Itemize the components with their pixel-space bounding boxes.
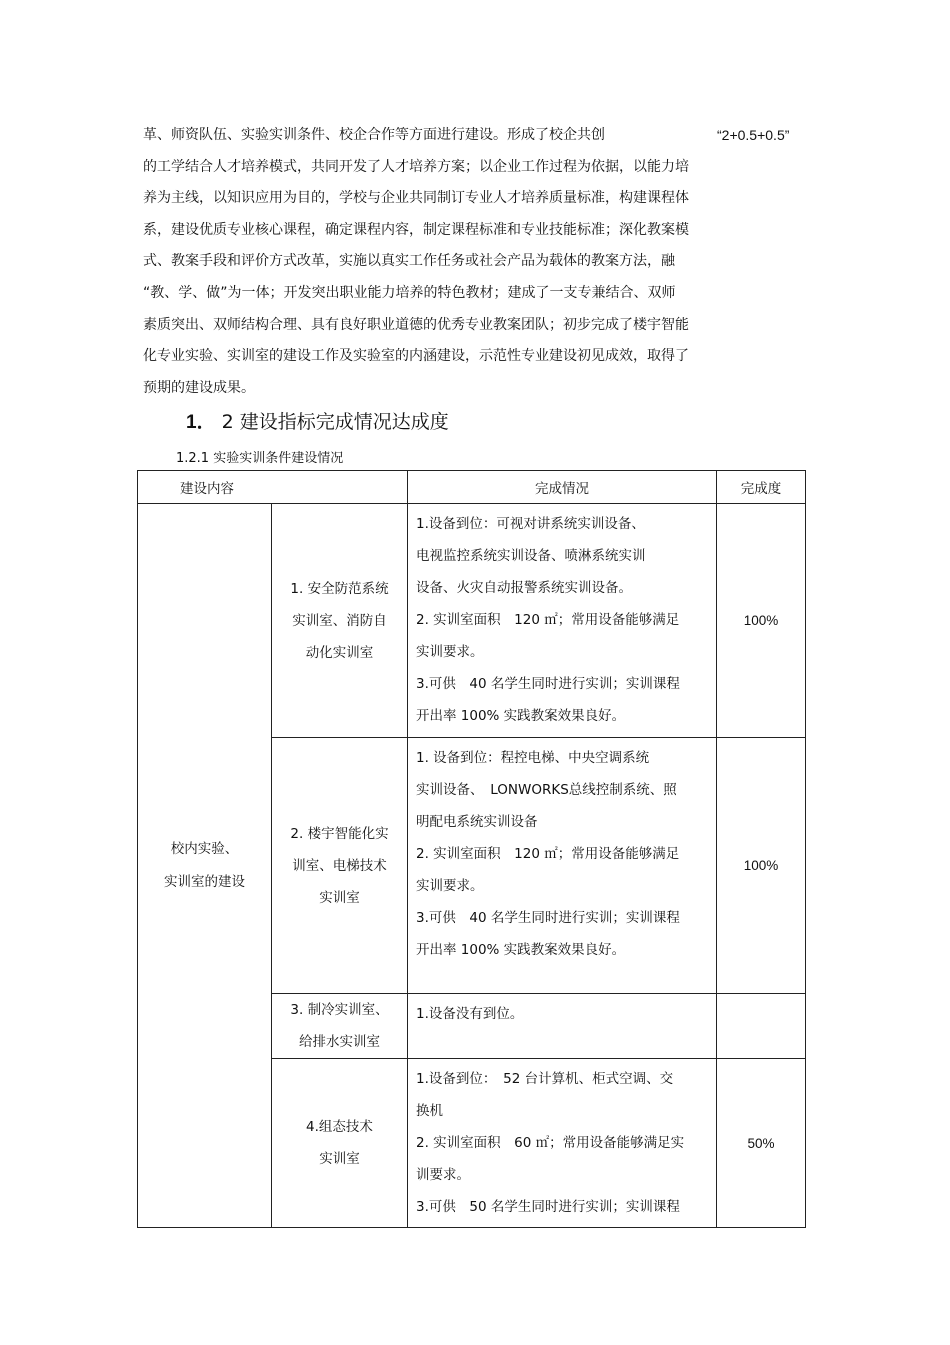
detail-line: 电视监控系统实训设备、喷淋系统实训: [416, 548, 646, 564]
room-line: 4.组态技术: [306, 1119, 373, 1135]
detail-line: 3.可供 40 名学生同时进行实训；实训课程: [416, 910, 680, 926]
header-status: 完成情况: [408, 471, 717, 504]
category-line: 校内实验、: [170, 840, 239, 857]
room-cell: [272, 994, 408, 1059]
room-line: 实训室、消防自: [292, 612, 387, 629]
table-row: [138, 504, 806, 738]
detail-cell: [408, 994, 717, 1059]
header-content: 建设内容: [138, 471, 408, 504]
detail-line: 开出率 100% 实践教案效果良好。: [416, 708, 626, 724]
detail-line: 实训设备、 LONWORKS总线控制系统、照: [416, 782, 677, 798]
room-line: 2. 楼宇智能化实: [290, 825, 389, 842]
completion-cell: 50%: [717, 1059, 806, 1228]
detail-line: 3.可供 50 名学生同时进行实训；实训课程: [416, 1199, 680, 1215]
detail-line: 实训要求。: [416, 878, 484, 894]
construction-table: [137, 470, 806, 1228]
paragraph-line: 革、师资队伍、实验实训条件、校企合作等方面进行建设。形成了校企共创: [143, 127, 605, 143]
category-cell: [138, 504, 272, 1228]
paragraph-line: 养为主线，以知识应用为目的，学校与企业共同制订专业人才培养质量标准，构建课程体: [143, 190, 689, 207]
detail-line: 1.设备到位：可视对讲系统实训设备、: [416, 516, 645, 532]
detail-cell: [408, 504, 717, 738]
paragraph-line: 的工学结合人才培养模式，共同开发了人才培养方案；以企业工作过程为依据，以能力培: [143, 158, 689, 175]
section-title: 2 建设指标完成情况达成度: [221, 411, 449, 433]
room-cell: [272, 504, 408, 738]
detail-line: 1.设备没有到位。: [416, 1006, 524, 1022]
paragraph-line: 素质突出、双师结构合理、具有良好职业道德的优秀专业教案团队；初步完成了楼宇智能: [143, 316, 689, 333]
room-cell: [272, 738, 408, 994]
paragraph-line: 化专业实验、实训室的建设工作及实验室的内涵建设，示范性专业建设初见成效，取得了: [143, 348, 689, 365]
category-line: 实训室的建设: [164, 873, 245, 890]
paragraph-line: 预期的建设成果。: [143, 379, 255, 396]
paragraph-line: 式、教案手段和评价方式改革，实施以真实工作任务或社会产品为载体的教案方法，融: [143, 253, 675, 270]
completion-cell: [717, 994, 806, 1059]
detail-line: 设备、火灾自动报警系统实训设备。: [416, 580, 632, 596]
detail-line: 2. 实训室面积 120 ㎡；常用设备能够满足: [416, 612, 680, 628]
paragraph-line: 系，建设优质专业核心课程，确定课程内容，制定课程标准和专业技能标准；深化教案模: [143, 221, 689, 238]
detail-line: 实训要求。: [416, 644, 484, 660]
detail-line: 2. 实训室面积 120 ㎡；常用设备能够满足: [416, 846, 680, 862]
detail-line: 1. 设备到位：程控电梯、中央空调系统: [416, 750, 650, 766]
header-completion: 完成度: [717, 471, 806, 504]
detail-line: 训要求。: [416, 1167, 470, 1183]
completion-cell: 100%: [717, 738, 806, 994]
room-line: 实训室: [319, 889, 360, 906]
room-line: 给排水实训室: [299, 1034, 380, 1050]
room-line: 实训室: [319, 1151, 360, 1167]
detail-line: 1.设备到位： 52 台计算机、柜式空调、交: [416, 1071, 674, 1087]
room-line: 训室、电梯技术: [292, 857, 387, 874]
detail-line: 换机: [416, 1103, 443, 1119]
room-cell: [272, 1059, 408, 1228]
subsection-heading: 1.2.1 实验实训条件建设情况: [176, 451, 344, 466]
section-heading: [186, 408, 449, 437]
paragraph-line: “教、学、做”为一体；开发突出职业能力培养的特色教材；建成了一支专兼结合、双师: [143, 284, 676, 301]
detail-cell: [408, 1059, 717, 1228]
room-line: 1. 安全防范系统: [290, 580, 389, 597]
room-line: 动化实训室: [305, 644, 374, 661]
detail-line: 明配电系统实训设备: [416, 814, 538, 830]
table-header-row: [138, 471, 806, 504]
detail-cell: [408, 738, 717, 994]
detail-line: 3.可供 40 名学生同时进行实训；实训课程: [416, 676, 680, 692]
detail-line: 2. 实训室面积 60 ㎡；常用设备能够满足实: [416, 1135, 685, 1151]
model-quote: “2+0.5+0.5”: [717, 127, 790, 143]
completion-cell: 100%: [717, 504, 806, 738]
intro-paragraph: [143, 120, 733, 404]
detail-line: 开出率 100% 实践教案效果良好。: [416, 942, 626, 958]
room-line: 3. 制冷实训室、: [290, 1002, 389, 1018]
section-number: 1．: [186, 412, 216, 433]
